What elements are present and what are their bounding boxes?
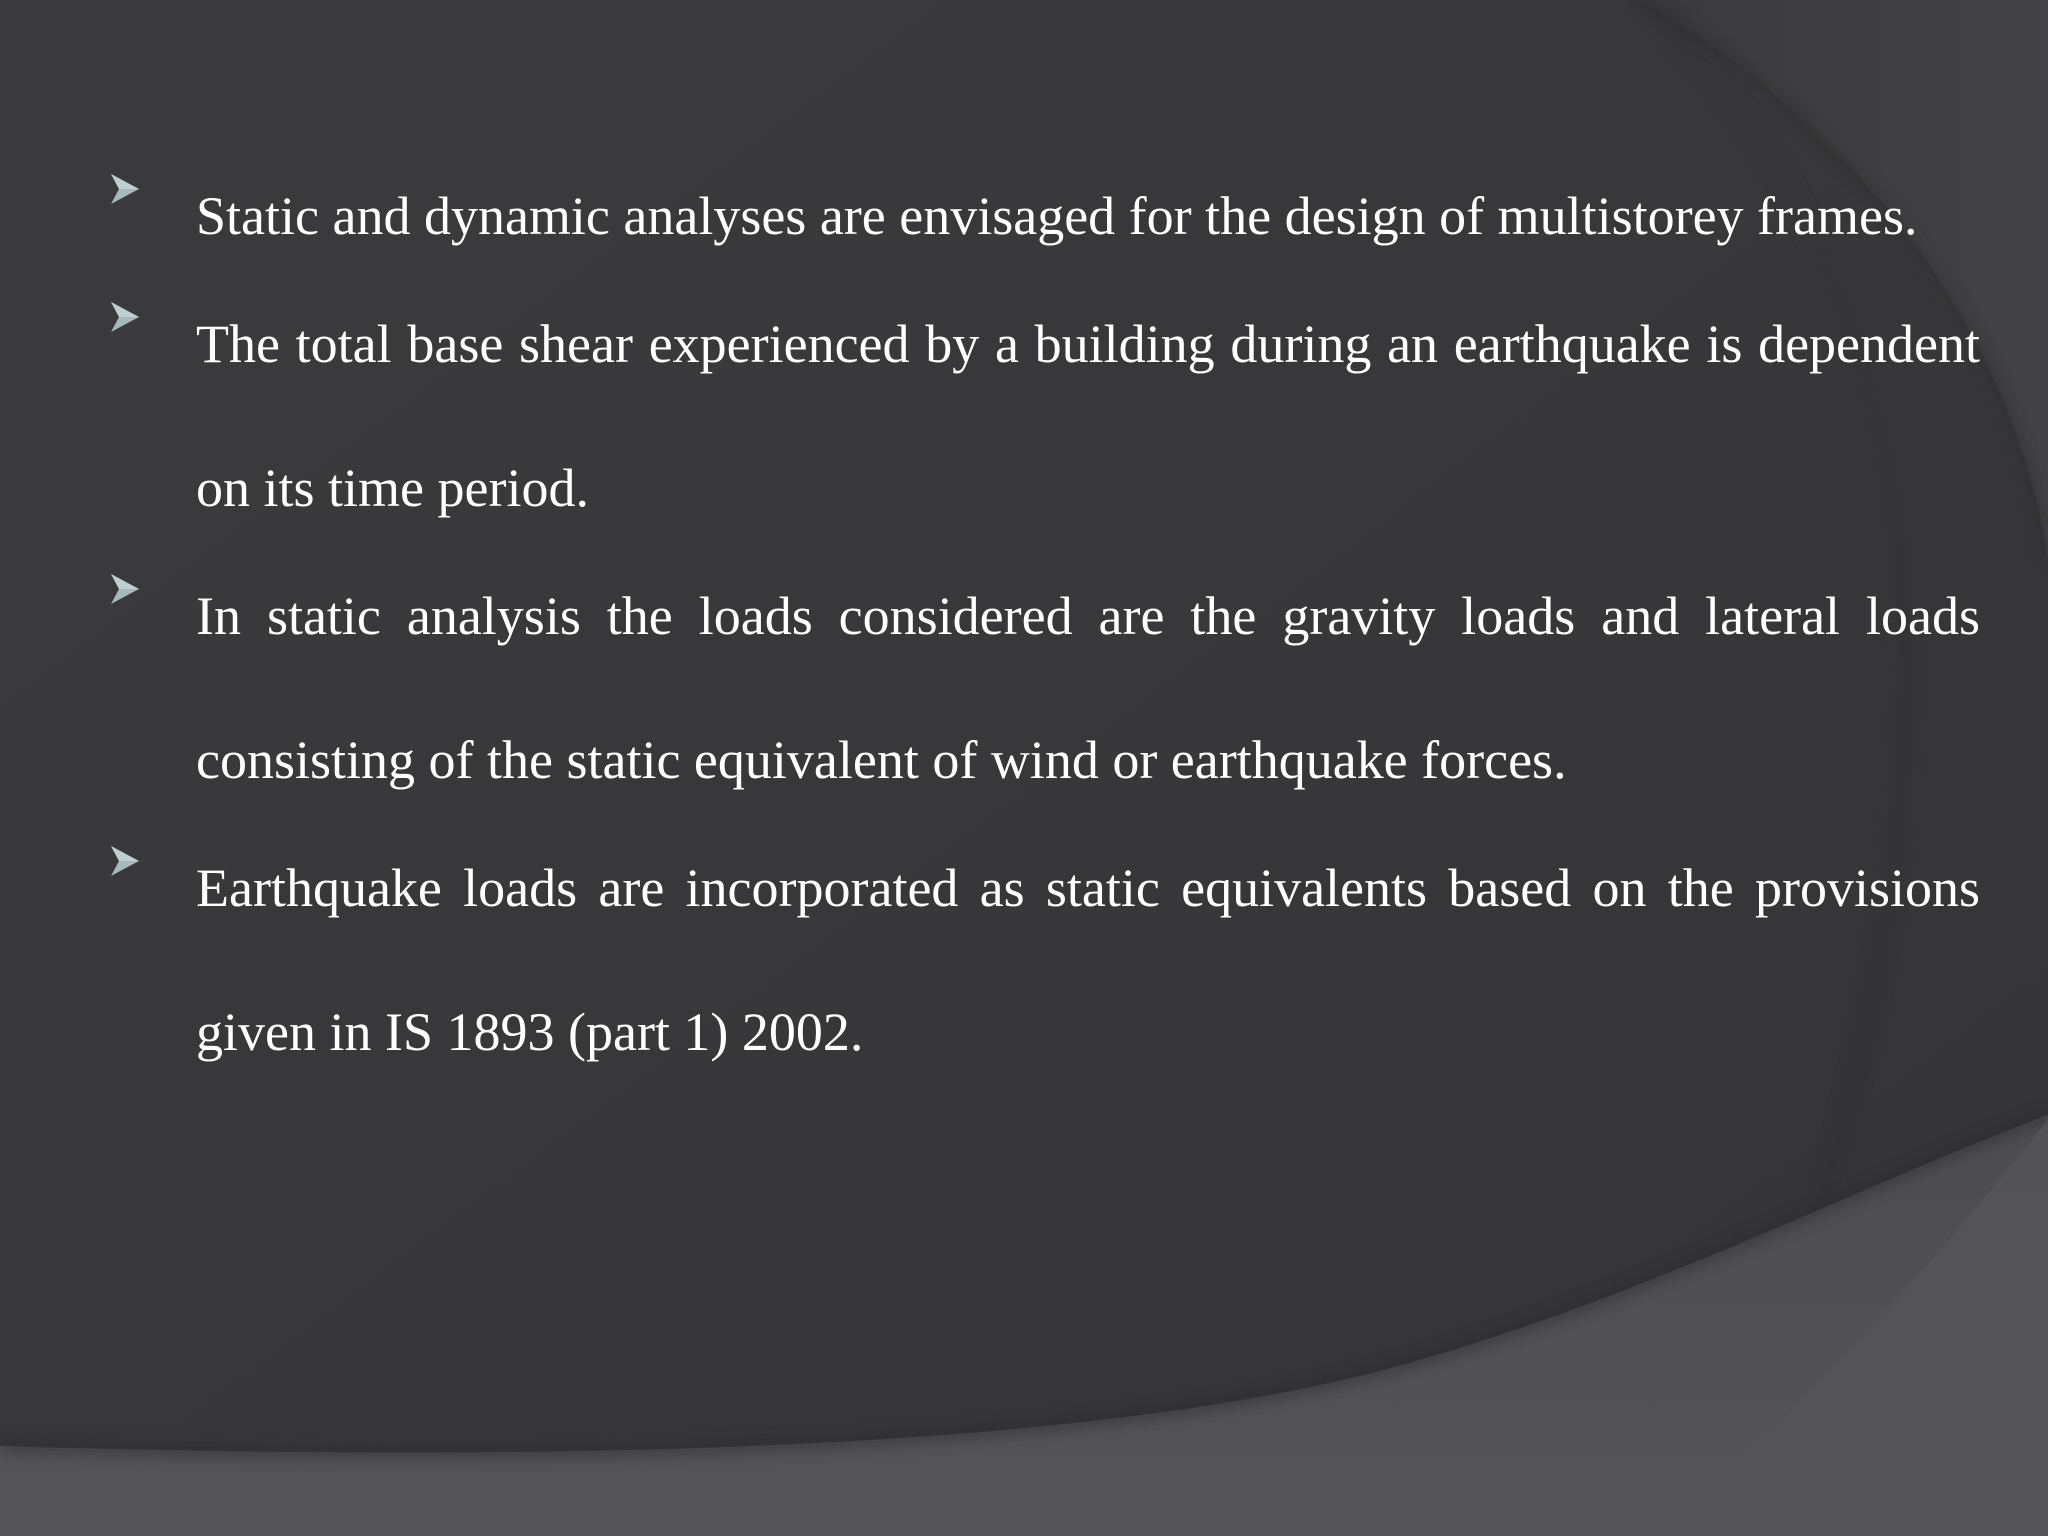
list-item bbox=[108, 544, 1980, 832]
bullet-list bbox=[108, 186, 1980, 1134]
arrowhead-bullet-icon bbox=[108, 172, 142, 206]
list-item bbox=[108, 816, 1980, 1104]
bullet-text: The total base shear experienced by a building during an earthquake is dependent on its time period. bbox=[196, 314, 1980, 518]
list-item bbox=[108, 272, 1980, 560]
bullet-text: In static analysis the loads considered are the gravity loads and lateral loads consisting of the static equivalent of wind or earthquake forces. bbox=[196, 586, 1980, 790]
arrowhead-bullet-icon bbox=[108, 572, 142, 606]
bullet-text: Static and dynamic analyses are envisaged for the design of multistorey frames. bbox=[196, 186, 1918, 246]
list-item bbox=[108, 144, 1980, 288]
arrowhead-bullet-icon bbox=[108, 300, 142, 334]
bullet-text: Earthquake loads are incorporated as static equivalents based on the provisions given in IS 1893 (part 1) 2002. bbox=[196, 858, 1980, 1062]
arrowhead-bullet-icon bbox=[108, 844, 142, 878]
